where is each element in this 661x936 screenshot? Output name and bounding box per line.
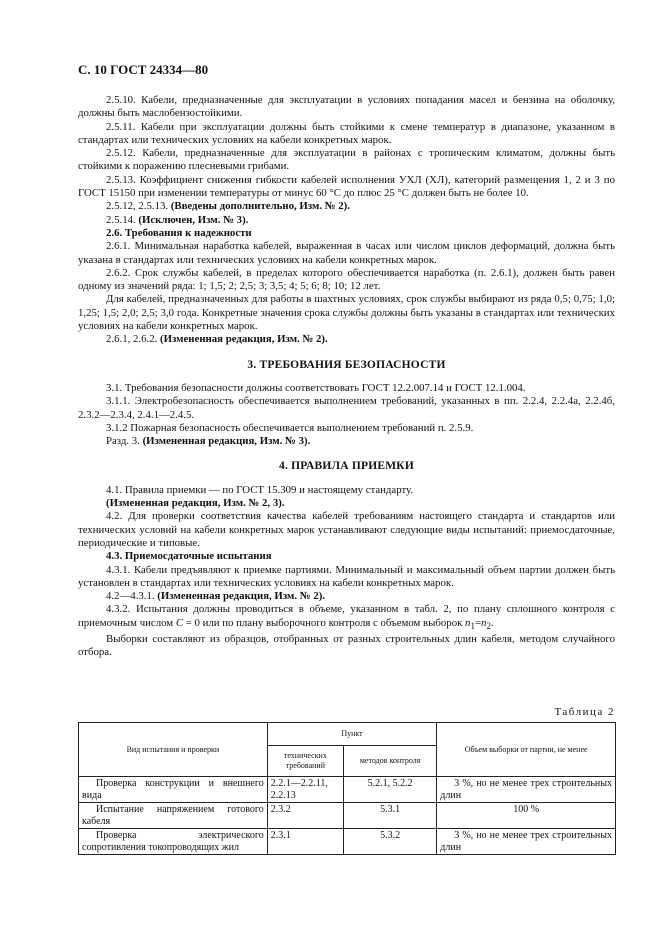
paragraph-4-2: 4.2. Для проверки соответствия качества кабелей требованиям настоящего стандарта и стандартов или технических условий на кабели конкретных марок устанавливают следующие виды испытаний: приемосдаточные, периодические и типовые. <box>78 510 615 549</box>
paragraph-2-6-1: 2.6.1. Минимальная наработка кабелей, выраженная в часах или числом циклов деформаций, должна быть указана в стандартах или технических условиях на кабели конкретных марок. <box>78 240 615 266</box>
amendment-text: (Измененная редакция, Изм. № 2). <box>157 590 326 603</box>
formula-variable: n <box>465 616 471 629</box>
cell-volume: 3 %, но не менее трех строительных длин <box>437 777 616 803</box>
cell-tech-clause: 2.2.1—2.2.11, 2.2.13 <box>267 777 343 803</box>
amendment-note-4 <box>78 497 615 510</box>
section-3-title: 3. ТРЕБОВАНИЯ БЕЗОПАСНОСТИ <box>247 358 446 371</box>
text-run: . <box>490 616 494 629</box>
amendment-note-3 <box>78 435 615 448</box>
table-row <box>79 803 616 829</box>
paragraph-2-5-13: 2.5.13. Коэффициент снижения гибкости кабелей исполнения УХЛ (ХЛ), категорий размещения 1, 2 и 3 по ГОСТ 15150 при изменении температуры от минус 60 °С до плюс 25 °С должен быть не более 10. <box>78 173 615 200</box>
paragraph-3-1: 3.1. Требования безопасности должны соответствовать ГОСТ 12.2.007.14 и ГОСТ 12.1.004. <box>106 381 526 394</box>
amendment-ref: 2.6.1, 2.6.2. <box>106 333 160 346</box>
amendment-note-2 <box>78 333 615 346</box>
amendment-text: (Введены дополнительно, Изм. № 2). <box>170 200 350 213</box>
formula-variable: n <box>481 616 487 629</box>
formula-subscript: 1 <box>470 620 475 631</box>
table-caption: Таблица 2 <box>554 706 615 718</box>
paragraph-4-1: 4.1. Правила приемки — по ГОСТ 15.309 и настоящему стандарту. <box>106 483 414 496</box>
header-sample-volume: Объем выборки от партии, не менее <box>437 723 616 777</box>
paragraph-4-3-1: 4.3.1. Кабели предъявляют к приемке партиями. Минимальный и максимальный объем партии должен быть установлен в стандартах или технических условиях на кабели конкретных марок. <box>78 563 615 589</box>
cell-test-name: Испытание напряжением готового кабеля <box>79 803 268 829</box>
paragraph-4-3-2 <box>78 603 615 633</box>
paragraph-2-5-12: 2.5.12. Кабели, предназначенные для эксплуатации в районах с тропическим климатом, должны быть стойкими к поражению плесневыми грибами. <box>78 147 615 173</box>
cell-method-clause: 5.3.1 <box>343 803 436 829</box>
cell-tech-clause: 2.3.1 <box>267 829 343 855</box>
header-technical-requirements: технических требований <box>267 746 343 777</box>
table-row <box>79 777 616 803</box>
cell-volume: 3 %, но не менее трех строительных длин <box>437 829 616 855</box>
heading-2-6: 2.6. Требования к надежности <box>106 226 252 239</box>
paragraph-4-3-2-b: Выборки составляют из образцов, отобранных от разных строительных длин кабеля, методом случайного отбора. <box>78 633 615 659</box>
amendment-text: (Измененная редакция, Изм. № 3). <box>142 435 311 448</box>
paragraph-2-5-10: 2.5.10. Кабели, предназначенные для эксплуатации в условиях попадания масел и бензина на оболочку, должны быть маслобензостойкими. <box>78 94 615 120</box>
cell-tech-clause: 2.3.2 <box>267 803 343 829</box>
heading-4-3: 4.3. Приемосдаточные испытания <box>106 550 272 563</box>
amendment-text: (Измененная редакция, Изм. № 2). <box>159 333 328 346</box>
paragraph-ref: 2.5.14. <box>106 213 139 226</box>
formula-subscript: 2 <box>486 620 491 631</box>
cell-method-clause: 5.2.1, 5.2.2 <box>343 777 436 803</box>
cell-test-name: Проверка электрического сопротивления токопроводящих жил <box>79 829 268 855</box>
section-4-title: 4. ПРАВИЛА ПРИЕМКИ <box>279 460 414 473</box>
paragraph-2-6-2: 2.6.2. Срок службы кабелей, в пределах которого обеспечивается наработка (п. 2.6.1), должен быть равен одному из значений ряда: 1; 1,5; 2; 2,5; 3; 3,5; 4; 5; 6; 8; 10; 12 лет. <box>78 266 615 293</box>
paragraph-3-1-2: 3.1.2 Пожарная безопасность обеспечивается выполнением требований п. 2.5.9. <box>106 421 474 434</box>
amendment-ref: 4.2—4.3.1. <box>106 590 158 603</box>
paragraph-3-1-1: 3.1.1. Электробезопасность обеспечивается выполнением требований, указанных в пп. 2.2.4, 2.2.4а, 2.2.4б, 2.3.2—2.3.4, 2.4.1—2.4.5. <box>78 395 615 421</box>
page-header: С. 10 ГОСТ 24334—80 <box>78 62 209 77</box>
amendment-text: (Исключен, Изм. № 3). <box>138 213 249 226</box>
header-clause-group: Пункт <box>267 723 437 746</box>
amendment-note-1 <box>78 200 615 213</box>
paragraph-2-5-11: 2.5.11. Кабели при эксплуатации должны быть стойкими к смене температур в диапазоне, указанном в стандартах или технических условиях на кабели конкретных марок. <box>78 120 615 146</box>
cell-volume: 100 % <box>437 803 616 829</box>
table-header-row <box>79 723 616 746</box>
amendment-ref: Разд. 3. <box>106 435 143 448</box>
amendment-text: (Измененная редакция, Изм. № 2, 3). <box>106 497 285 510</box>
cell-test-name: Проверка конструкции и внешнего вида <box>79 777 268 803</box>
amendment-ref: 2.5.12, 2.5.13. <box>106 200 171 213</box>
document-body <box>78 94 615 660</box>
table-row <box>79 829 616 855</box>
paragraph-2-5-14 <box>78 214 615 227</box>
text-run: = 0 или по плану выборочного контроля с объемом выборок <box>183 616 466 629</box>
cell-method-clause: 5.3.2 <box>343 829 436 855</box>
header-control-methods: методов контроля <box>343 746 436 777</box>
formula-operator: = <box>474 616 482 629</box>
amendment-note-5 <box>78 590 615 603</box>
text-run: 4.3.2. Испытания должны проводиться в объеме, указанном в табл. 2, по плану сплошного контроля с приемочным числом <box>78 603 615 629</box>
formula-variable: C <box>175 616 184 629</box>
paragraph-2-6-2-b: Для кабелей, предназначенных для работы в шахтных условиях, срок службы выбирают из ряда 0,5; 0,75; 1,0; 1,25; 1,5; 2,0; 2,5; 3,0 года. Конкретные значения срока службы должны быть указаны в стандартах или технических условиях на кабели конкретных марок. <box>78 293 615 333</box>
header-test-type: Вид испытания и проверки <box>79 723 268 777</box>
table-2 <box>78 722 616 855</box>
